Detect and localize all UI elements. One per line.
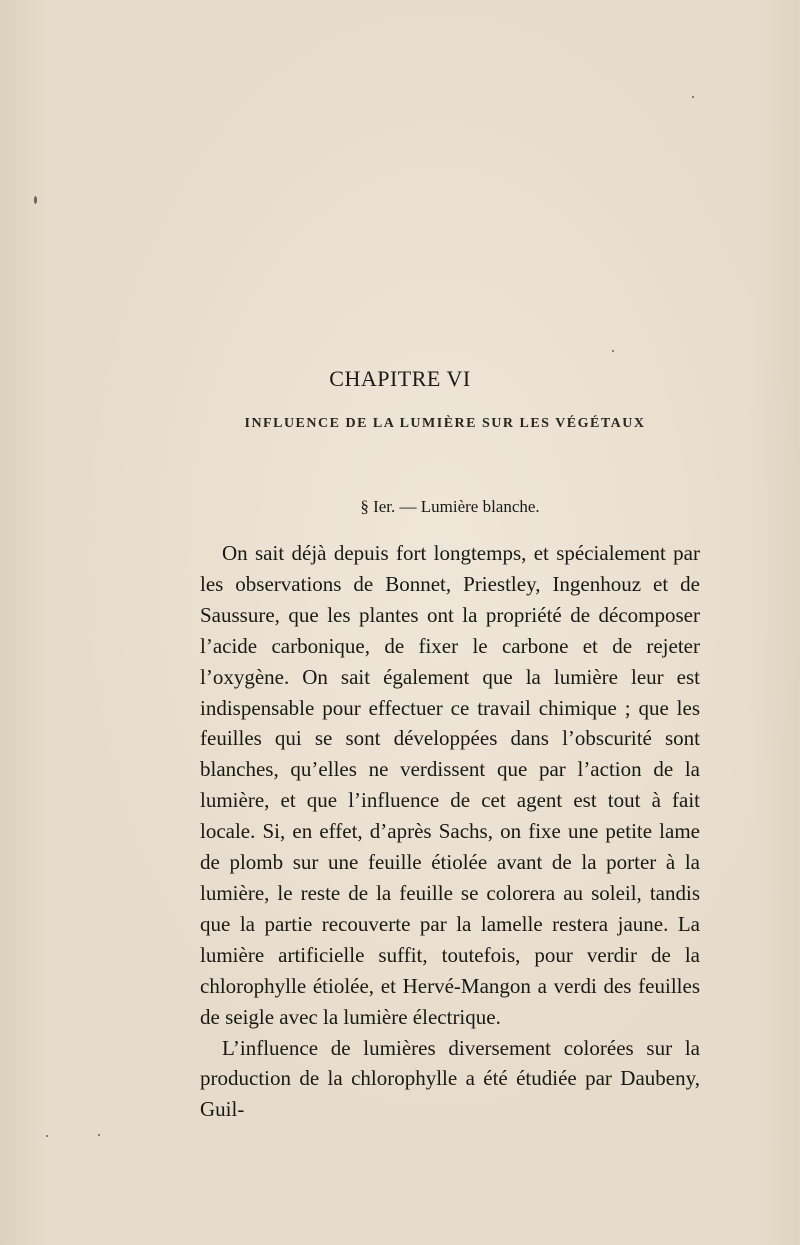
paper-speck <box>692 96 694 98</box>
paper-speck <box>98 1134 100 1136</box>
chapter-subtitle: INFLUENCE DE LA LUMIÈRE SUR LES VÉGÉTAUX <box>244 416 646 431</box>
paper-speck <box>46 1135 48 1137</box>
paragraph: L’influence de lumières diversement colorées sur la production de la chlorophylle a été étudiée par Daubeny, Guil- <box>200 1035 700 1122</box>
paper-speck <box>34 196 37 204</box>
paragraph: On sait déjà depuis fort longtemps, et spécialement par les observations de Bonnet, Priestley, Ingenhouz et de Saussure, que les plantes ont la propriété de décomposer l’acide carbonique, de fixer le carbone et de rejeter l’oxygène. On sait également que la lumière leur est indispensable pour effectuer ce travail chimique ; que les feuilles qui se sont développées dans l’obscurité sont blanches, qu’elles ne verdissent que par l’action de la lumière, et que l’influence de cet agent est tout à fait locale. Si, en effet, d’après Sachs, on fixe une petite lame de plomb sur une feuille étiolée avant de la porter à la lumière, le reste de la feuille se colorera au soleil, tandis que la partie recouverte par la lamelle restera jaune. La lumière artificielle suffit, toutefois, pour verdir de la chlorophylle étiolée, et Hervé-Mangon a verdi des feuilles de seigle avec la lumière électrique. <box>200 541 700 1029</box>
body-text <box>200 538 700 1125</box>
chapter-title: CHAPITRE VI <box>329 366 471 391</box>
paper-speck <box>612 350 614 352</box>
section-heading: § Ier. — Lumière blanche. <box>360 497 540 516</box>
